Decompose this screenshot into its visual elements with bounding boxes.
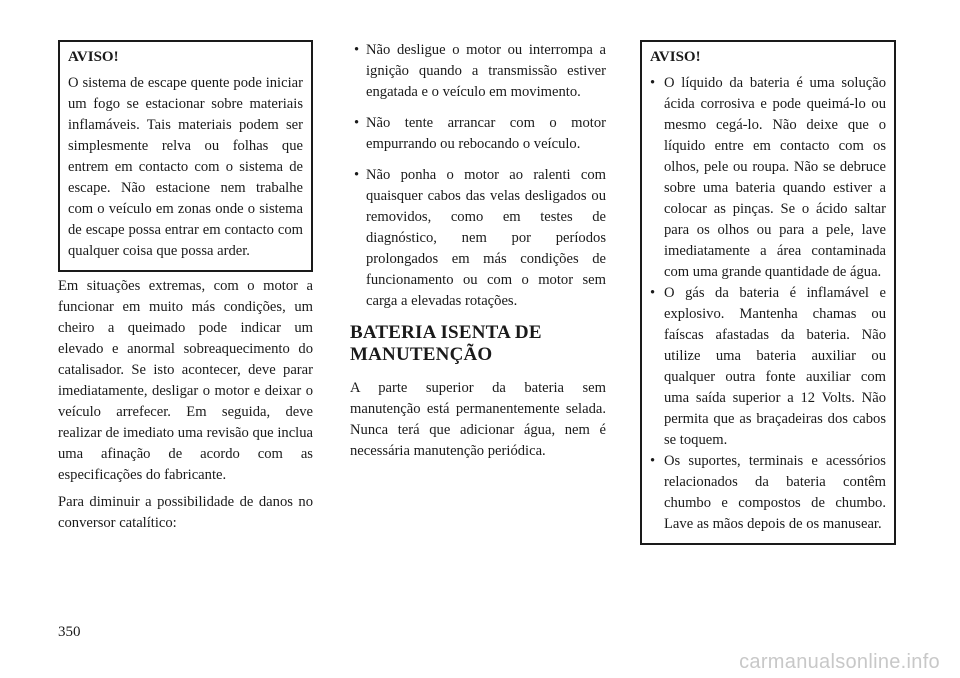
catalyst-damage-intro: Para diminuir a possibilidade de danos no conversor catalítico: (58, 494, 313, 531)
list-item: • Não tente arrancar com o motor empurrando ou rebocando o veículo. (350, 113, 606, 155)
column-middle (350, 40, 606, 462)
warning-title: AVISO! (68, 49, 119, 65)
battery-paragraph: A parte superior da bateria sem manutenção está permanentemente selada. Nunca terá que adicionar água, nem é necessária manutenção periódica. (350, 380, 606, 459)
column-left (58, 40, 313, 540)
catalyst-overheat-paragraph: Em situações extremas, com o motor a funcionar em muito más condições, um cheiro a queimado pode indicar um elevado e anormal sobreaquecimento do catalisador. Se isto acontecer, deve parar imediatamente, desligar o motor e deixar o veículo arrefecer. Em seguida, deve realizar de imediato uma revisão que inclua uma afinação de acordo com as especificações do fabricante. (58, 278, 313, 483)
page-number: 350 (58, 624, 81, 640)
list-item: • Não ponha o motor ao ralenti com quaisquer cabos das velas desligados ou removidos, como em testes de diagnóstico, nem por períodos prolongados em más condições de funcionamento ou com o motor sem carga a elevadas rotações. (350, 165, 606, 312)
battery-warning-box (640, 40, 896, 545)
column-right (640, 40, 896, 545)
battery-warning-list (650, 73, 886, 535)
exhaust-warning-box (58, 40, 313, 272)
list-item: • Os suportes, terminais e acessórios relacionados da bateria contêm chumbo e compostos de chumbo. Lave as mãos depois de os manusear. (650, 451, 886, 535)
list-item: • O líquido da bateria é uma solução ácida corrosiva e pode queimá-lo ou mesmo cegá-lo. Não deixe que o líquido entre em contacto com os olhos, pele ou roupa. Não se debruce sobre uma bateria quando estiver a colocar as pinças. Se o ácido saltar para os olhos ou para a pele, lave imediatamente a área contaminada com uma grande quantidade de água. (650, 73, 886, 283)
warning-title: AVISO! (650, 49, 701, 65)
heading-line-2: MANUTENÇÃO (350, 344, 493, 365)
section-heading (350, 322, 606, 366)
warning-text: O sistema de escape quente pode iniciar um fogo se estacionar sobre materiais inflamáveis. Tais materiais podem ser simplesmente relva ou folhas que entrem em contacto com o sistema de escape. Não estacione nem trabalhe com o veículo em zonas onde o sistema de escape possa entrar em contacto com qualquer coisa que possa arder. (68, 75, 303, 259)
catalyst-precautions-list (350, 40, 606, 312)
heading-line-1: BATERIA ISENTA DE (350, 322, 542, 343)
list-item: • Não desligue o motor ou interrompa a ignição quando a transmissão estiver engatada e o veículo em movimento. (350, 40, 606, 103)
list-item: • O gás da bateria é inflamável e explosivo. Mantenha chamas ou faíscas afastadas da bateria. Não utilize uma bateria auxiliar ou qualquer outra fonte auxiliar com uma saída superior a 12 Volts. Não permita que as braçadeiras dos cabos se toquem. (650, 283, 886, 451)
watermark: carmanualsonline.info (739, 651, 940, 673)
